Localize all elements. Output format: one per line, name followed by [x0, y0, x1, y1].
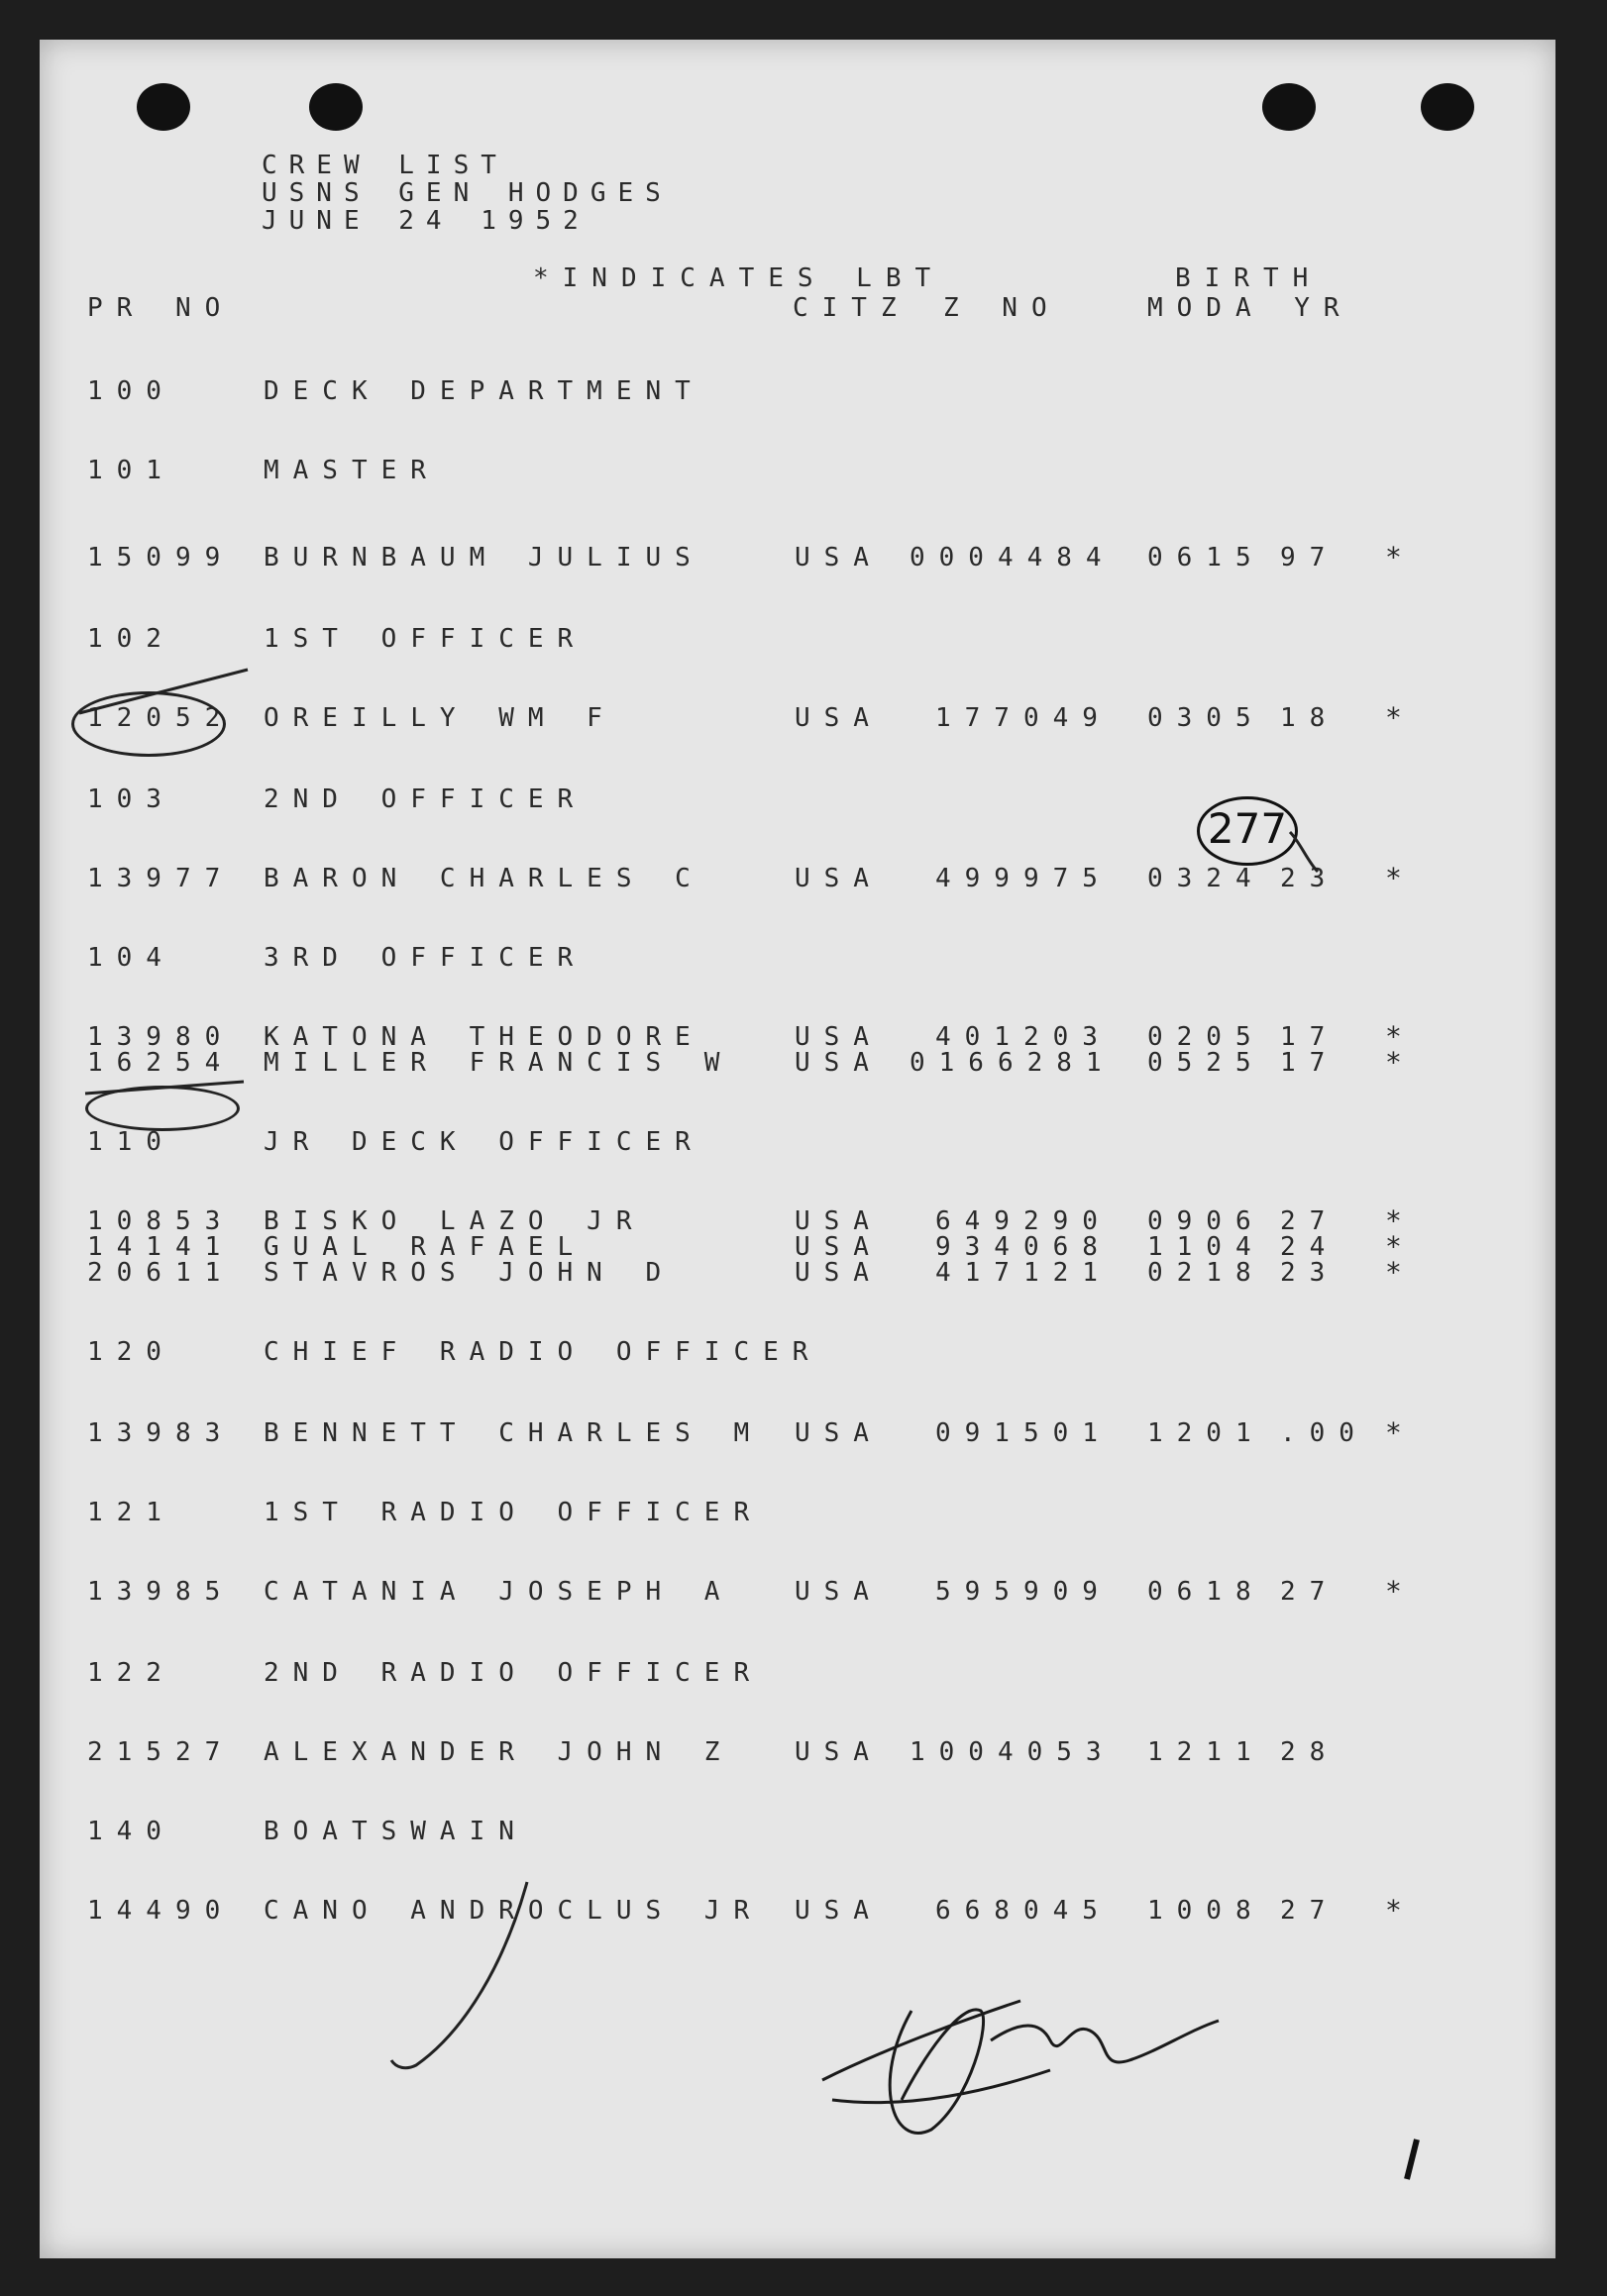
- cell-pr: 12052: [87, 703, 235, 733]
- cell-pr: 103: [87, 784, 175, 814]
- cell-zno: 401203: [935, 1022, 1112, 1052]
- cell-name: BURNBAUM JULIUS: [264, 543, 704, 573]
- cell-name: BARON CHARLES C: [264, 864, 704, 893]
- cell-pr: 122: [87, 1658, 175, 1688]
- cell-yr: 97: [1280, 543, 1339, 573]
- pen-stroke: [391, 1882, 527, 2068]
- cell-yr: 23: [1280, 864, 1339, 893]
- cell-name: BOATSWAIN: [264, 1817, 528, 1846]
- cell-name: ALEXANDER JOHN Z: [264, 1737, 734, 1767]
- cell-yr: 27: [1280, 1206, 1339, 1236]
- cell-yr: 24: [1280, 1232, 1339, 1262]
- cell-name: 2ND OFFICER: [264, 784, 588, 814]
- cell-citz: USA: [795, 1048, 883, 1078]
- cell-pr: 102: [87, 624, 175, 654]
- cell-zno: 417121: [935, 1258, 1112, 1288]
- cell-pr: 14490: [87, 1896, 235, 1926]
- column-citz: CITZ: [793, 293, 911, 323]
- cell-citz: USA: [795, 1577, 883, 1607]
- cell-citz: USA: [795, 1206, 883, 1236]
- cell-name: KATONA THEODORE: [264, 1022, 704, 1052]
- cell-name: 2ND RADIO OFFICER: [264, 1658, 764, 1688]
- cell-name: CANO ANDROCLUS JR: [264, 1896, 764, 1926]
- cell-name: MILLER FRANCIS W: [264, 1048, 734, 1078]
- cell-pr: 110: [87, 1127, 175, 1157]
- cell-name: CHIEF RADIO OFFICER: [264, 1337, 822, 1367]
- lbt-marker: *: [1385, 1416, 1402, 1449]
- lbt-marker: *: [1385, 1230, 1402, 1263]
- cell-zno: 934068: [935, 1232, 1112, 1262]
- cell-name: BISKO LAZO JR: [264, 1206, 646, 1236]
- cell-pr: 13985: [87, 1577, 235, 1607]
- cell-pr: 14141: [87, 1232, 235, 1262]
- cell-moda: 0218: [1147, 1258, 1265, 1288]
- cell-moda: 0615: [1147, 543, 1265, 573]
- lbt-marker: *: [1385, 862, 1402, 894]
- cell-name: GUAL RAFAEL: [264, 1232, 588, 1262]
- cell-zno: 177049: [935, 703, 1112, 733]
- cell-zno: 0004484: [910, 543, 1116, 573]
- cell-pr: 21527: [87, 1737, 235, 1767]
- cell-citz: USA: [795, 1737, 883, 1767]
- cell-yr: 27: [1280, 1577, 1339, 1607]
- cell-zno: 668045: [935, 1896, 1112, 1926]
- cell-pr: 104: [87, 943, 175, 973]
- cell-yr: 28: [1280, 1737, 1339, 1767]
- cell-citz: USA: [795, 1258, 883, 1288]
- cell-name: MASTER: [264, 456, 440, 485]
- lbt-marker: *: [1385, 1575, 1402, 1608]
- cell-pr: 16254: [87, 1048, 235, 1078]
- cell-citz: USA: [795, 1896, 883, 1926]
- cell-zno: 595909: [935, 1577, 1112, 1607]
- lbt-marker: *: [1385, 1256, 1402, 1289]
- cell-pr: 20611: [87, 1258, 235, 1288]
- cell-yr: 17: [1280, 1048, 1339, 1078]
- pen-stroke: [1407, 2139, 1417, 2179]
- cell-zno: 091501: [935, 1418, 1112, 1448]
- cell-citz: USA: [795, 1418, 883, 1448]
- cell-pr: 140: [87, 1817, 175, 1846]
- cell-moda: 0324: [1147, 864, 1265, 893]
- cell-yr: 17: [1280, 1022, 1339, 1052]
- cell-pr: 15099: [87, 543, 235, 573]
- cell-moda: 0205: [1147, 1022, 1265, 1052]
- cell-citz: USA: [795, 1022, 883, 1052]
- cell-pr: 13977: [87, 864, 235, 893]
- column-moda-yr: MODA YR: [1147, 293, 1353, 323]
- cell-pr: 10853: [87, 1206, 235, 1236]
- cell-moda: 1201: [1147, 1418, 1265, 1448]
- cell-name: JR DECK OFFICER: [264, 1127, 704, 1157]
- title-ship: USNS GEN HODGES: [262, 178, 673, 208]
- cell-pr: 101: [87, 456, 175, 485]
- cell-moda: 1104: [1147, 1232, 1265, 1262]
- cell-citz: USA: [795, 864, 883, 893]
- lbt-marker: *: [1385, 1204, 1402, 1237]
- pen-stroke: [1290, 832, 1318, 872]
- strike-mark: [85, 1082, 244, 1094]
- cell-yr: .00: [1280, 1418, 1368, 1448]
- document-page: [40, 40, 1555, 2258]
- cell-pr: 100: [87, 376, 175, 406]
- cell-zno: 499975: [935, 864, 1112, 893]
- lbt-marker: *: [1385, 541, 1402, 574]
- cell-name: STAVROS JOHN D: [264, 1258, 676, 1288]
- cell-name: 3RD OFFICER: [264, 943, 588, 973]
- cell-yr: 27: [1280, 1896, 1339, 1926]
- handwritten-signature: [822, 2001, 1219, 2133]
- cell-zno: 1004053: [910, 1737, 1116, 1767]
- lbt-marker: *: [1385, 1046, 1402, 1079]
- cell-yr: 18: [1280, 703, 1339, 733]
- cell-name: 1ST OFFICER: [264, 624, 588, 654]
- cell-pr: 120: [87, 1337, 175, 1367]
- cell-zno: 0166281: [910, 1048, 1116, 1078]
- cell-name: DECK DEPARTMENT: [264, 376, 704, 406]
- cell-pr: 121: [87, 1498, 175, 1527]
- cell-pr: 13980: [87, 1022, 235, 1052]
- title-crew-list: CREW LIST: [262, 151, 508, 180]
- cell-pr: 13983: [87, 1418, 235, 1448]
- cell-moda: 1008: [1147, 1896, 1265, 1926]
- cell-citz: USA: [795, 703, 883, 733]
- lbt-marker: *: [1385, 701, 1402, 734]
- cell-citz: USA: [795, 1232, 883, 1262]
- column-indicates: *INDICATES LBT: [533, 263, 945, 293]
- cell-citz: USA: [795, 543, 883, 573]
- page-number-stamp: 277: [1197, 796, 1298, 866]
- cell-zno: 649290: [935, 1206, 1112, 1236]
- title-date: JUNE 24 1952: [262, 206, 590, 236]
- cell-yr: 23: [1280, 1258, 1339, 1288]
- cell-moda: 0618: [1147, 1577, 1265, 1607]
- cell-moda: 1211: [1147, 1737, 1265, 1767]
- cell-moda: 0305: [1147, 703, 1265, 733]
- column-pr-no: PR NO: [87, 293, 235, 323]
- cell-name: 1ST RADIO OFFICER: [264, 1498, 764, 1527]
- cell-moda: 0525: [1147, 1048, 1265, 1078]
- cell-name: CATANIA JOSEPH A: [264, 1577, 734, 1607]
- strike-mark: [79, 670, 248, 713]
- cell-moda: 0906: [1147, 1206, 1265, 1236]
- column-z-no: Z NO: [943, 293, 1061, 323]
- lbt-marker: *: [1385, 1020, 1402, 1053]
- handwriting-marks: [40, 40, 1555, 2258]
- column-birth: BIRTH: [1175, 263, 1323, 293]
- cell-name: OREILLY WM F: [264, 703, 616, 733]
- cell-name: BENNETT CHARLES M: [264, 1418, 764, 1448]
- lbt-marker: *: [1385, 1894, 1402, 1927]
